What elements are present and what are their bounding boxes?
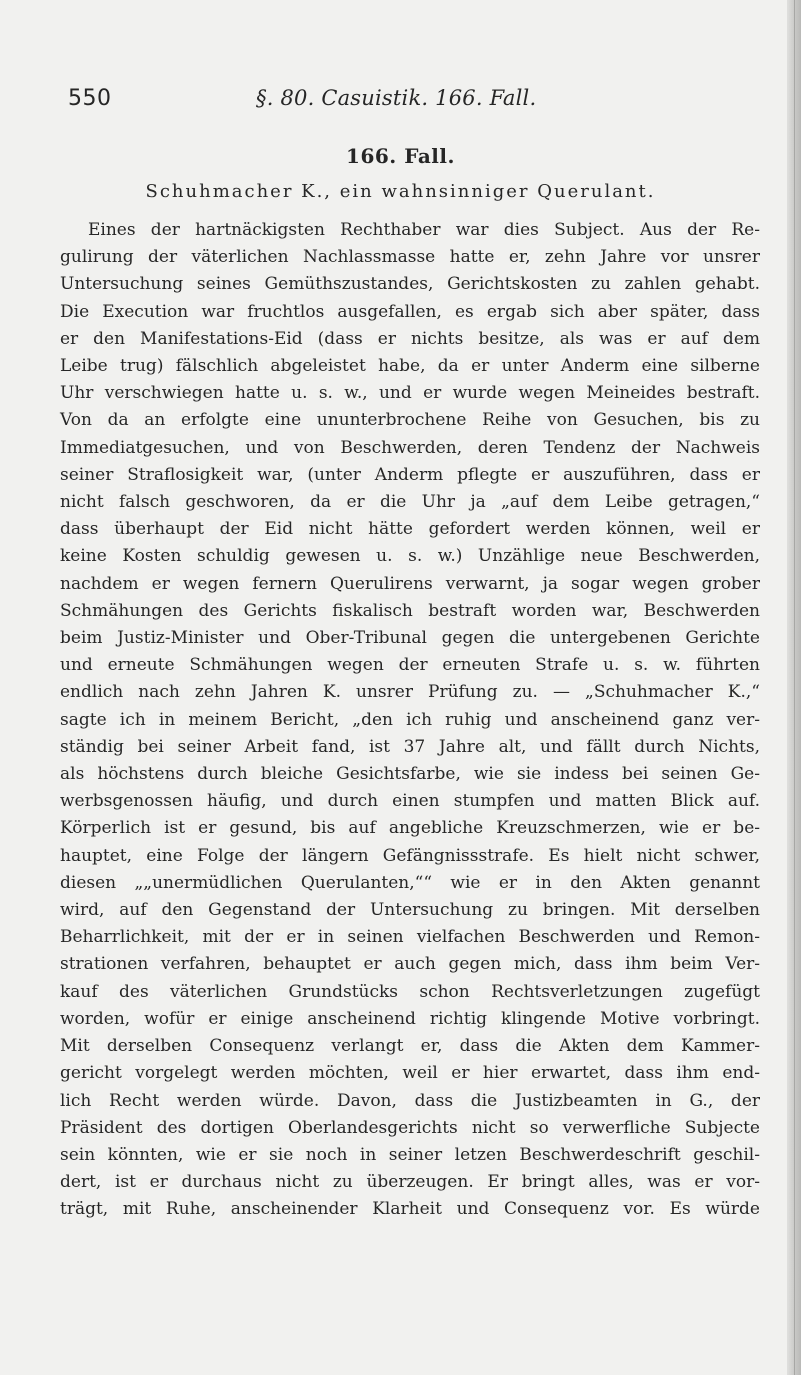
text-line: keine Kosten schuldig gewesen u. s. w.) Unzählige neue Beschwerden, <box>60 546 760 567</box>
page-header <box>68 86 728 120</box>
text-line: nachdem er wegen fernern Querulirens verwarnt, ja sogar wegen grober <box>60 573 760 594</box>
text-line: hauptet, eine Folge der längern Gefängnissstrafe. Es hielt nicht schwer, <box>60 845 760 866</box>
page-edge-line <box>794 0 795 1375</box>
text-line: Leibe trug) fälschlich abgeleistet habe, da er unter Anderm eine silberne <box>60 356 760 377</box>
text-line: diesen „„unermüdlichen Querulanten,““ wie er in den Akten genannt <box>60 872 760 893</box>
text-line: wird, auf den Gegenstand der Untersuchung zu bringen. Mit derselben <box>60 900 760 921</box>
text-line: worden, wofür er einige anscheinend richtig klingende Motive vorbringt. <box>60 1008 760 1029</box>
text-line: Untersuchung seines Gemüthszustandes, Gerichtskosten zu zahlen gehabt. <box>60 274 760 295</box>
text-line: Eines der hartnäckigsten Rechthaber war dies Subject. Aus der Re- <box>88 220 760 240</box>
text-line: sein könnten, wie er sie noch in seiner letzen Beschwerdeschrift geschil- <box>60 1144 760 1165</box>
case-subtitle: Schuhmacher K., ein wahnsinniger Querulant. <box>145 181 656 202</box>
page-number: 550 <box>68 86 112 111</box>
text-line: Körperlich ist er gesund, bis auf angebliche Kreuzschmerzen, wie er be- <box>60 818 760 839</box>
text-line: Mit derselben Consequenz verlangt er, dass die Akten dem Kammer- <box>60 1036 760 1057</box>
section-title: 166. Fall. <box>346 144 455 168</box>
text-line: Uhr verschwiegen hatte u. s. w., und er wurde wegen Meineides bestraft. <box>60 383 760 404</box>
text-line: lich Recht werden würde. Davon, dass die Justizbeamten in G., der <box>60 1090 760 1111</box>
running-head: §. 80. Casuistik. 166. Fall. <box>256 86 537 110</box>
text-line: gericht vorgelegt werden möchten, weil er hier erwartet, dass ihm end- <box>60 1063 760 1084</box>
text-line: endlich nach zehn Jahren K. unsrer Prüfung zu. — „Schuhmacher K.,“ <box>60 682 760 703</box>
text-line: ständig bei seiner Arbeit fand, ist 37 Jahre alt, und fällt durch Nichts, <box>60 736 760 757</box>
text-line: kauf des väterlichen Grundstücks schon Rechtsverletzungen zugefügt <box>60 981 760 1002</box>
text-line: als höchstens durch bleiche Gesichtsfarbe, wie sie indess bei seinen Ge- <box>60 764 760 785</box>
text-line: sagte ich in meinem Bericht, „den ich ruhig und anscheinend ganz ver- <box>60 709 760 730</box>
text-line: dass überhaupt der Eid nicht hätte gefordert werden können, weil er <box>60 519 760 540</box>
text-line: Die Execution war fruchtlos ausgefallen, es ergab sich aber später, dass <box>60 301 760 322</box>
body-text <box>60 217 760 1224</box>
text-line: und erneute Schmähungen wegen der erneuten Strafe u. s. w. führten <box>60 655 760 676</box>
text-line: beim Justiz-Minister und Ober-Tribunal gegen die untergebenen Gerichte <box>60 628 760 649</box>
text-line: gulirung der väterlichen Nachlassmasse hatte er, zehn Jahre vor unsrer <box>60 247 760 268</box>
text-line: er den Manifestations-Eid (dass er nichts besitze, als was er auf dem <box>60 328 760 349</box>
text-line: Präsident des dortigen Oberlandesgerichts nicht so verwerfliche Subjecte <box>60 1117 760 1138</box>
text-line: seiner Straflosigkeit war, (unter Anderm pflegte er auszuführen, dass er <box>60 464 760 485</box>
text-line: werbsgenossen häufig, und durch einen stumpfen und matten Blick auf. <box>60 791 760 812</box>
text-line: nicht falsch geschworen, da er die Uhr ja „auf dem Leibe getragen,“ <box>60 492 760 513</box>
text-line: dert, ist er durchaus nicht zu überzeugen. Er bringt alles, was er vor- <box>60 1172 760 1193</box>
text-line: Immediatgesuchen, und von Beschwerden, deren Tendenz der Nachweis <box>60 437 760 458</box>
text-line: Schmähungen des Gerichts fiskalisch bestraft worden war, Beschwerden <box>60 600 760 621</box>
text-line: trägt, mit Ruhe, anscheinender Klarheit und Consequenz vor. Es würde <box>60 1199 760 1220</box>
text-line: strationen verfahren, behauptet er auch gegen mich, dass ihm beim Ver- <box>60 954 760 975</box>
text-line: Beharrlichkeit, mit der er in seinen vielfachen Beschwerden und Remon- <box>60 927 760 948</box>
text-line: Von da an erfolgte eine ununterbrochene Reihe von Gesuchen, bis zu <box>60 410 760 431</box>
